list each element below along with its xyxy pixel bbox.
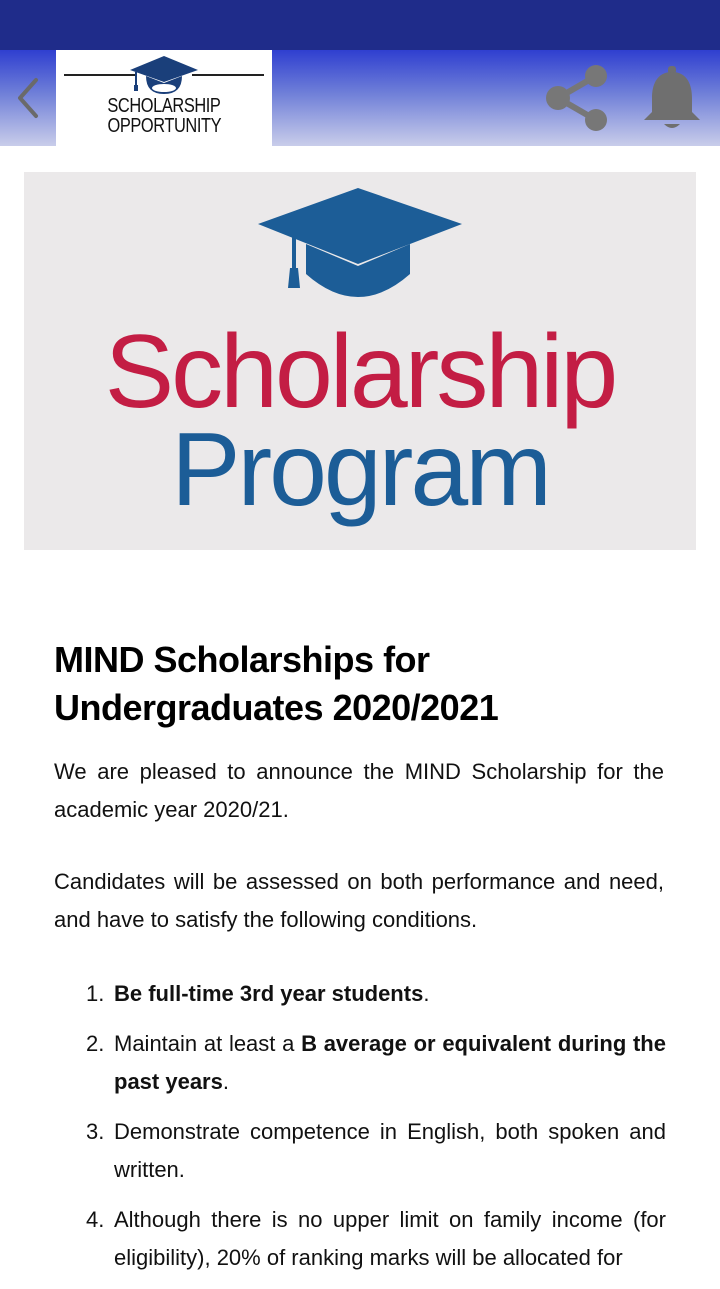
chevron-left-icon	[14, 76, 42, 120]
list-item-text: Although there is no upper limit on family income (for eligibility), 20% of ranking marks will be allocated for	[114, 1207, 666, 1270]
app-bar	[0, 50, 720, 146]
list-item-text: Maintain at least a	[114, 1031, 302, 1056]
list-item	[54, 1113, 666, 1189]
list-item-number: 4.	[86, 1207, 105, 1232]
conditions-list	[54, 975, 666, 1289]
intro-paragraph: We are pleased to announce the MIND Scholarship for the academic year 2020/21.	[54, 759, 664, 822]
banner-word-scholarship: Scholarship	[104, 314, 616, 430]
list-item-number: 3.	[86, 1119, 105, 1144]
status-bar	[0, 0, 720, 50]
logo-text-line2: OPPORTUNITY	[107, 115, 221, 137]
graduation-cap-icon	[56, 50, 272, 96]
list-item-bold-text: B average or equivalent during the past years	[114, 1031, 666, 1094]
list-item-bold-text: Be full-time 3rd year students	[114, 981, 424, 1006]
list-item	[54, 1025, 666, 1101]
list-item	[54, 975, 666, 1013]
list-item-text-end: .	[423, 981, 430, 1006]
scholarship-banner-image	[24, 172, 696, 550]
list-item-text-end: .	[222, 1069, 229, 1094]
logo-text-line1: SCHOLARSHIP	[107, 95, 221, 117]
back-button[interactable]	[10, 72, 46, 124]
list-item	[54, 1201, 666, 1277]
list-item-text: Demonstrate competence in English, both spoken and written.	[114, 1119, 666, 1182]
banner-word-program: Program	[171, 412, 549, 528]
bell-icon	[640, 64, 704, 132]
list-item-number: 1.	[86, 981, 105, 1006]
list-item-number: 2.	[86, 1031, 105, 1056]
graduation-cap-illustration	[254, 186, 466, 306]
share-button[interactable]	[540, 62, 612, 134]
conditions-intro-paragraph: Candidates will be assessed on both performance and need, and have to satisfy the following conditions.	[54, 869, 664, 932]
share-icon	[540, 62, 612, 134]
notifications-button[interactable]	[640, 64, 704, 132]
article-title: MIND Scholarships for Undergraduates 2020/2021	[54, 639, 499, 728]
app-logo[interactable]	[56, 50, 272, 146]
